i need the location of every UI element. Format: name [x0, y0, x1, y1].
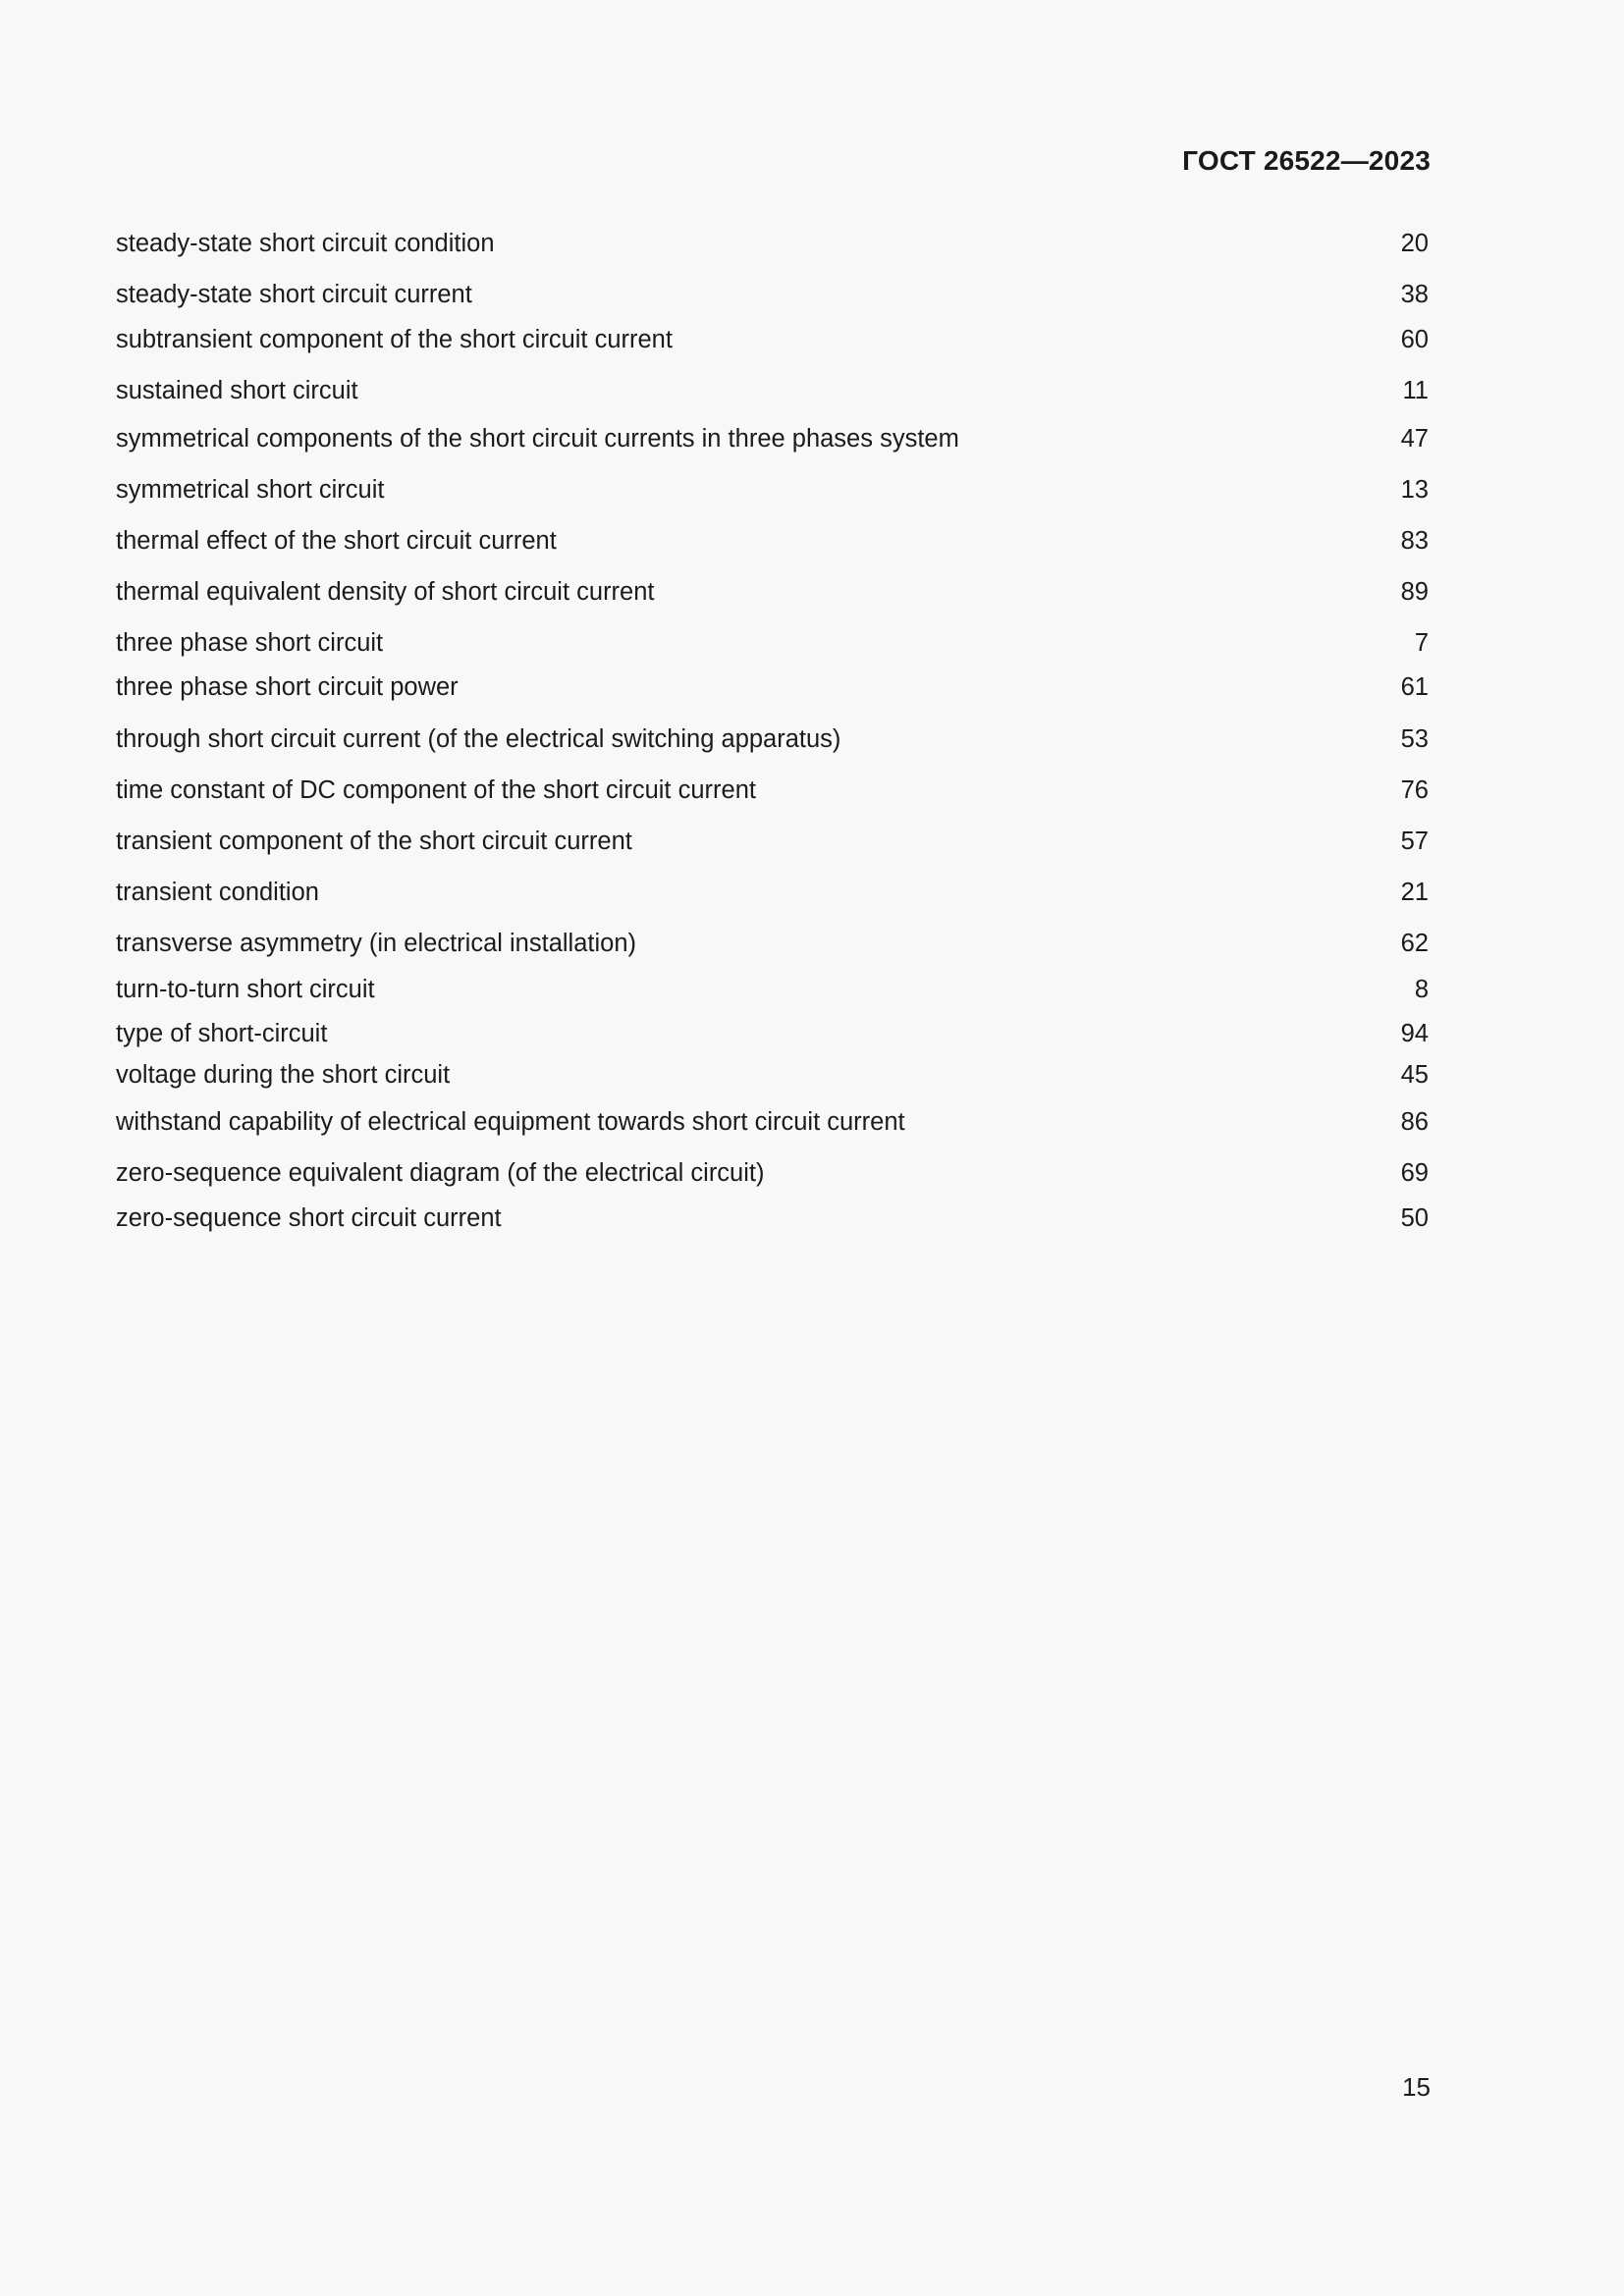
index-entry-number: 8: [1414, 976, 1429, 1003]
index-entry: [116, 1058, 1429, 1092]
index-entry-number: 94: [1400, 1020, 1429, 1047]
index-entry-term: subtransient component of the short circuit current: [116, 326, 673, 353]
index-entry: [116, 927, 1429, 960]
index-entry-term: thermal equivalent density of short circuit current: [116, 578, 655, 606]
index-entry-number: 83: [1400, 527, 1429, 555]
index-entry: [116, 473, 1429, 507]
index-entry-number: 69: [1400, 1159, 1429, 1187]
index-entry: [116, 626, 1429, 660]
index-entry-term: through short circuit current (of the electrical switching apparatus): [116, 725, 841, 753]
index-entry-term: transient condition: [116, 879, 319, 906]
index-entry: [116, 575, 1429, 609]
index-entry: [116, 278, 1429, 311]
index-entry-term: turn-to-turn short circuit: [116, 976, 375, 1003]
index-entry-number: 20: [1400, 230, 1429, 257]
index-entry: [116, 774, 1429, 807]
index-entry-term: transient component of the short circuit current: [116, 828, 632, 855]
index-entry-number: 47: [1400, 425, 1429, 453]
index-entry-number: 61: [1400, 673, 1429, 701]
index-entry-number: 38: [1400, 281, 1429, 308]
index-entry-number: 13: [1400, 476, 1429, 504]
index-entry-term: withstand capability of electrical equipment towards short circuit current: [116, 1108, 905, 1136]
index-entry: [116, 722, 1429, 756]
index-entry-number: 45: [1400, 1061, 1429, 1089]
index-entry-term: thermal effect of the short circuit current: [116, 527, 557, 555]
index-entry-term: time constant of DC component of the short circuit current: [116, 776, 756, 804]
index-entry-term: three phase short circuit power: [116, 673, 459, 701]
index-entry: [116, 422, 1429, 455]
index-entry: [116, 1201, 1429, 1235]
index-entry-term: type of short-circuit: [116, 1020, 328, 1047]
index-entry-term: steady-state short circuit condition: [116, 230, 495, 257]
index-entry: [116, 973, 1429, 1006]
index-entry: [116, 876, 1429, 909]
index-entry: [116, 825, 1429, 858]
index-entry-term: zero-sequence short circuit current: [116, 1204, 502, 1232]
index-entry-number: 89: [1400, 578, 1429, 606]
index-entry-number: 7: [1414, 629, 1429, 657]
index-entry: [116, 374, 1429, 407]
index-entry-term: three phase short circuit: [116, 629, 384, 657]
page-header-standard-code: ГОСТ 26522—2023: [1182, 145, 1431, 176]
index-entry-term: zero-sequence equivalent diagram (of the electrical circuit): [116, 1159, 765, 1187]
index-entry: [116, 227, 1429, 260]
index-entry-number: 50: [1400, 1204, 1429, 1232]
index-entry: [116, 1105, 1429, 1139]
index-entry-number: 60: [1400, 326, 1429, 353]
index-entry-term: symmetrical short circuit: [116, 476, 385, 504]
index-entry-term: voltage during the short circuit: [116, 1061, 451, 1089]
index-entry: [116, 1017, 1429, 1050]
index-entry-number: 86: [1400, 1108, 1429, 1136]
index-entry-term: sustained short circuit: [116, 377, 358, 404]
index-entry-number: 11: [1402, 377, 1429, 404]
page-number: 15: [1402, 2072, 1431, 2102]
index-entry-number: 21: [1400, 879, 1429, 906]
index-entry-number: 57: [1400, 828, 1429, 855]
index-entry: [116, 323, 1429, 356]
index-entry-term: transverse asymmetry (in electrical installation): [116, 930, 636, 957]
index-entry-term: steady-state short circuit current: [116, 281, 472, 308]
index-entry: [116, 1156, 1429, 1190]
index-entry: [116, 670, 1429, 704]
index-entry-number: 76: [1400, 776, 1429, 804]
index-entry-number: 62: [1400, 930, 1429, 957]
index-entry-term: symmetrical components of the short circuit currents in three phases system: [116, 425, 959, 453]
index-entry: [116, 524, 1429, 558]
index-entry-number: 53: [1400, 725, 1429, 753]
